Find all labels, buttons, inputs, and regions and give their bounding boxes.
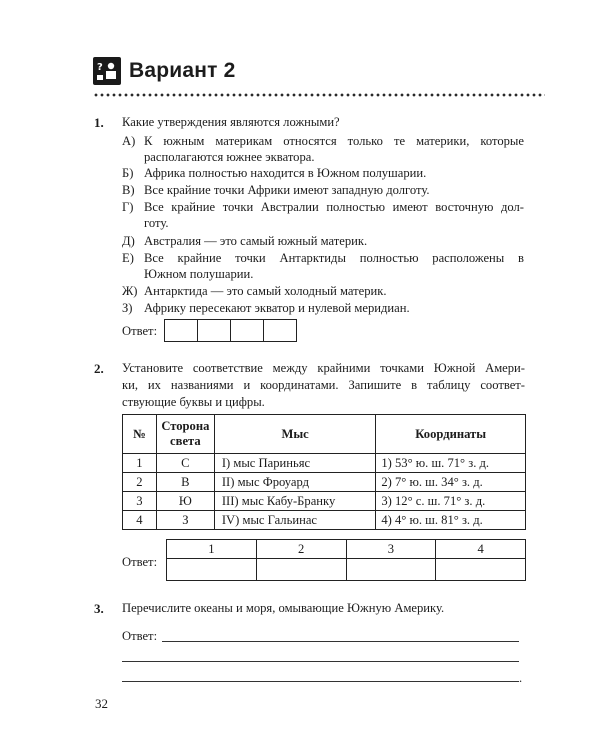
q2-text-line-3: ствующие буквы и цифры. bbox=[122, 395, 265, 409]
answer-col-header: 4 bbox=[436, 540, 526, 559]
table-row bbox=[123, 511, 526, 530]
table-cell: С bbox=[156, 454, 214, 473]
q3-answer-line[interactable] bbox=[162, 641, 519, 642]
dotted-divider bbox=[93, 93, 545, 97]
answer-cell[interactable] bbox=[167, 559, 257, 581]
svg-text:?: ? bbox=[97, 62, 103, 73]
q1-option-e-text: Все крайние точки Антарктиды полностью расположены в bbox=[144, 251, 524, 265]
q3-answer-line[interactable] bbox=[122, 661, 519, 662]
table-cell: IV) мыс Гальинас bbox=[214, 511, 376, 530]
q1-option-b-letter: Б) bbox=[122, 166, 134, 180]
q2-text-line-1: Установите соответствие между крайними точками Южной Амери- bbox=[122, 361, 525, 375]
table-cell: 3 bbox=[123, 492, 157, 511]
table-row bbox=[123, 473, 526, 492]
q1-option-a-text: К южным материкам относятся только те материки, которые bbox=[144, 134, 524, 148]
table-row bbox=[123, 492, 526, 511]
q1-option-b-text: Африка полностью находится в Южном полушарии. bbox=[144, 166, 427, 180]
table-header-coordinates: Координаты bbox=[376, 415, 526, 454]
table-cell: З bbox=[156, 511, 214, 530]
q1-option-d-text: Австралия — это самый южный материк. bbox=[144, 234, 368, 248]
q3-answer-line[interactable] bbox=[122, 681, 519, 682]
q1-number: 1. bbox=[94, 115, 104, 130]
q1-option-z-letter: З) bbox=[122, 301, 133, 315]
q1-option-a-text-cont: располагаются южнее экватора. bbox=[144, 150, 315, 164]
q1-option-zh-text: Антарктида — это самый холодный материк. bbox=[144, 284, 387, 298]
q3-answer-label: Ответ: bbox=[122, 629, 158, 643]
answer-col-header: 2 bbox=[256, 540, 346, 559]
q1-option-g-text-cont: готу. bbox=[144, 216, 169, 230]
table-header-side: Сторона света bbox=[156, 415, 214, 454]
answer-cell[interactable] bbox=[256, 559, 346, 581]
q1-option-v-letter: В) bbox=[122, 183, 135, 197]
answer-cell[interactable] bbox=[346, 559, 436, 581]
variant-heading: Вариант 2 bbox=[129, 59, 236, 82]
q1-option-d-letter: Д) bbox=[122, 234, 135, 248]
q1-answer-cell[interactable] bbox=[231, 320, 264, 341]
page-number: 32 bbox=[95, 696, 108, 711]
q1-option-e-text-cont: Южном полушарии. bbox=[144, 267, 254, 281]
table-cell: 2) 7° ю. ш. 34° з. д. bbox=[376, 473, 526, 492]
answer-col-header: 1 bbox=[167, 540, 257, 559]
table-header-cape: Мыс bbox=[214, 415, 376, 454]
q1-answer-boxes bbox=[164, 319, 297, 342]
q3-question: Перечислите океаны и моря, омывающие Южную Америку. bbox=[122, 601, 445, 615]
table-row bbox=[123, 454, 526, 473]
answer-col-header: 3 bbox=[346, 540, 436, 559]
table-cell: 4) 4° ю. ш. 81° з. д. bbox=[376, 511, 526, 530]
table-cell: 2 bbox=[123, 473, 157, 492]
table-cell: II) мыс Фроуард bbox=[214, 473, 376, 492]
q1-answer-label: Ответ: bbox=[122, 324, 158, 338]
table-cell: I) мыс Париньяс bbox=[214, 454, 376, 473]
table-cell: 1) 53° ю. ш. 71° з. д. bbox=[376, 454, 526, 473]
q1-answer-cell[interactable] bbox=[198, 320, 231, 341]
table-header-number: № bbox=[123, 415, 157, 454]
q3-number: 3. bbox=[94, 601, 104, 616]
q1-question: Какие утверждения являются ложными? bbox=[122, 115, 340, 129]
q1-option-g-text: Все крайние точки Австралии полностью имеют восточную дол- bbox=[144, 200, 524, 214]
q2-number: 2. bbox=[94, 361, 104, 376]
q1-answer-cell[interactable] bbox=[264, 320, 296, 341]
q1-option-v-text: Все крайние точки Африки имеют западную долготу. bbox=[144, 183, 430, 197]
variant-icon bbox=[93, 57, 121, 85]
table-cell: В bbox=[156, 473, 214, 492]
q1-option-zh-letter: Ж) bbox=[122, 284, 138, 298]
q1-option-z-text: Африку пересекают экватор и нулевой меридиан. bbox=[144, 301, 410, 315]
table-cell: III) мыс Кабу-Бранку bbox=[214, 492, 376, 511]
table-cell: 4 bbox=[123, 511, 157, 530]
table-cell: 3) 12° с. ш. 71° з. д. bbox=[376, 492, 526, 511]
q1-answer-cell[interactable] bbox=[165, 320, 198, 341]
q2-text-line-2: ки, их названиями и координатами. Запишите в таблицу соответ- bbox=[122, 378, 525, 392]
q2-answer-label: Ответ: bbox=[122, 555, 158, 569]
table-cell: Ю bbox=[156, 492, 214, 511]
q2-answer-table bbox=[166, 539, 526, 581]
q2-match-table bbox=[122, 414, 526, 530]
q3-end-mark: . bbox=[519, 671, 523, 685]
q1-option-g-letter: Г) bbox=[122, 200, 134, 214]
table-cell: 1 bbox=[123, 454, 157, 473]
q1-option-e-letter: Е) bbox=[122, 251, 134, 265]
q1-option-a-letter: А) bbox=[122, 134, 136, 148]
answer-cell[interactable] bbox=[436, 559, 526, 581]
